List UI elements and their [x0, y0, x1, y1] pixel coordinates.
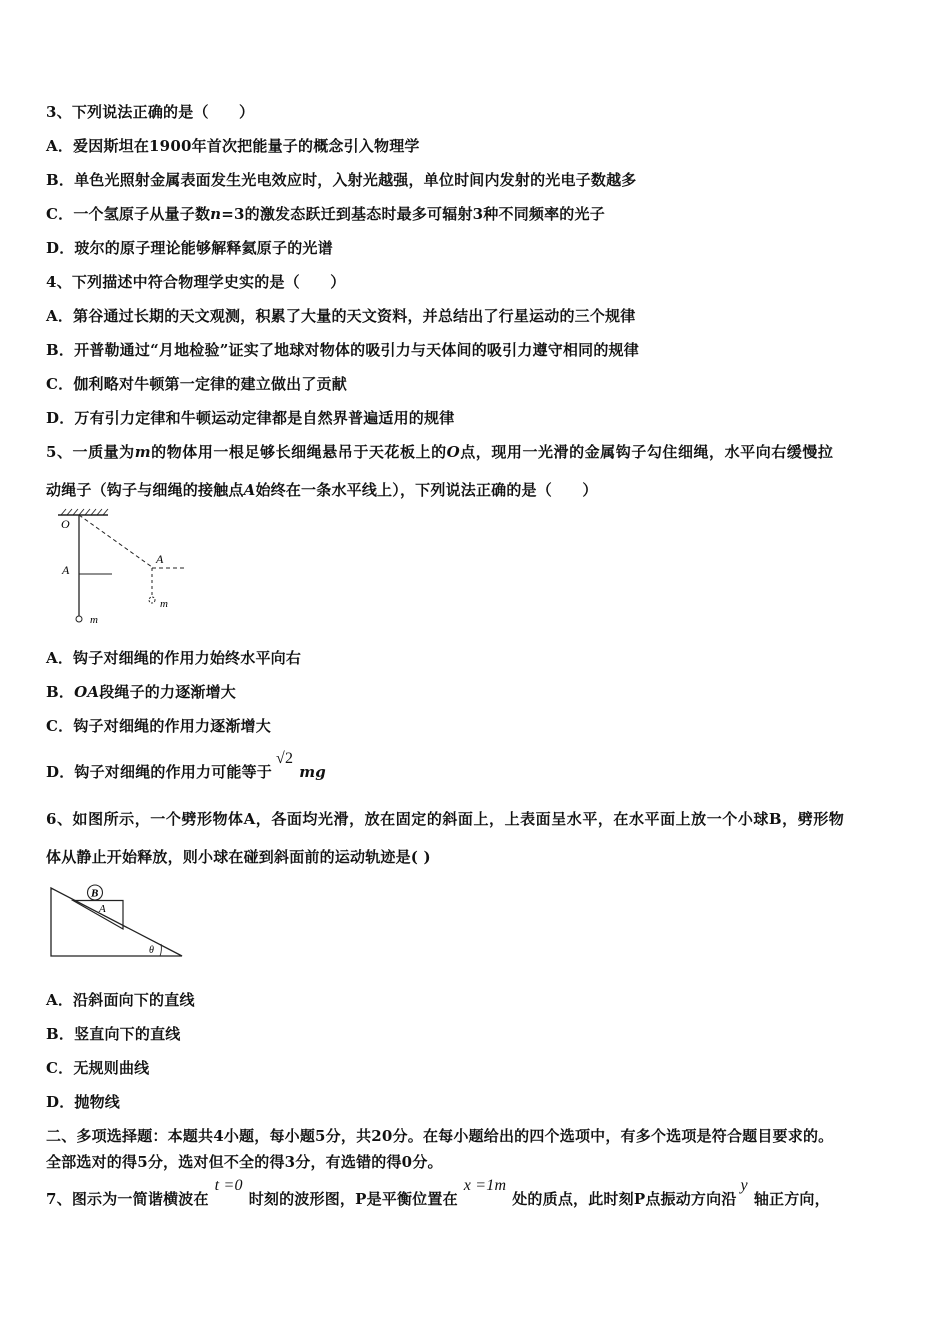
q5-option-d-sqrt: √2: [276, 750, 294, 767]
q6-stem-line2: 体从静止开始释放，则小球在碰到斜面前的运动轨迹是( ): [46, 848, 431, 866]
label-b: B: [91, 887, 99, 900]
q6-option-a: A．沿斜面向下的直线: [46, 991, 195, 1009]
q6-stem-line1: 6、如图所示，一个劈形物体A，各面均光滑，放在固定的斜面上，上表面呈水平，在水平面上放一个小球B，劈形物: [46, 810, 845, 828]
angle-arc: [160, 944, 161, 956]
q3-stem: 3、下列说法正确的是（ ）: [46, 103, 255, 121]
q5-stem-text: 点，现用一光滑的金属钩子勾住细绳，水平向右缓慢拉: [460, 443, 834, 461]
section2-instructions-line2: 全部选对的得5分，选对但不全的得3分，有选错的得0分。: [46, 1153, 443, 1171]
q7-text: 处的质点，此时刻P点振动方向沿: [512, 1190, 737, 1208]
q5-option-d-mg: mg: [299, 763, 326, 781]
q7-text: 7、图示为一简谐横波在: [46, 1190, 209, 1208]
q3-option-d: D．玻尔的原子理论能够解释氦原子的光谱: [46, 239, 333, 257]
q5-stem-a: A: [243, 481, 256, 499]
q5-stem-line1: [46, 442, 833, 462]
q5-option-b-pre: B．: [46, 683, 75, 701]
q5-option-d-pre: D．钩子对细绳的作用力可能等于: [46, 763, 273, 781]
q5-stem-text: 5、一质量为: [46, 443, 135, 461]
label-a-right: A: [156, 552, 164, 566]
q5-stem-text: 始终在一条水平线上），下列说法正确的是（ ）: [255, 481, 598, 499]
label-m-left: m: [90, 614, 98, 626]
q5-option-d: [46, 750, 326, 783]
q7-x-equals: x =1m: [463, 1177, 507, 1194]
q4-option-c: C．伽利略对牛顿第一定律的建立做出了贡献: [46, 375, 347, 393]
q3-option-b: B．单色光照射金属表面发生光电效应时，入射光越强，单位时间内发射的光电子数越多: [46, 171, 637, 189]
q5-option-b-post: 段绳子的力逐渐增大: [99, 683, 237, 701]
incline: [51, 888, 182, 956]
q5-option-b: [46, 682, 236, 702]
q7-stem: [46, 1177, 830, 1210]
q3-option-c-post: =3的激发态跃迁到基态时最多可辐射3种不同频率的光子: [221, 205, 605, 223]
q5-stem-text: 动绳子（钩子与细绳的接触点: [46, 481, 244, 499]
label-theta: θ: [149, 945, 154, 956]
label-o: O: [61, 517, 70, 531]
label-a-left: A: [62, 563, 70, 577]
label-m-right: m: [160, 598, 168, 610]
q6-wedge-figure: [48, 878, 188, 960]
q5-stem-m: m: [134, 443, 152, 461]
q7-text: 轴正方向，: [753, 1190, 830, 1208]
q5-option-a: A．钩子对细绳的作用力始终水平向右: [46, 649, 302, 667]
section2-instructions-line1: 二、多项选择题：本题共4小题，每小题5分，共20分。在每小题给出的四个选项中，有多个选项是符合题目要求的。: [46, 1127, 834, 1145]
q6-option-c: C．无规则曲线: [46, 1059, 150, 1077]
q5-stem-line2: [46, 480, 598, 500]
q7-text: 时刻的波形图，P是平衡位置在: [248, 1190, 458, 1208]
q5-option-b-oa: OA: [74, 683, 100, 701]
q5-rope-hook-figure: [52, 508, 202, 630]
q3-option-c-n: n: [210, 205, 222, 223]
q3-option-a: A．爱因斯坦在1900年首次把能量子的概念引入物理学: [46, 137, 420, 155]
q4-option-a: A．第谷通过长期的天文观测，积累了大量的天文资料，并总结出了行星运动的三个规律: [46, 307, 636, 325]
label-a: A: [99, 903, 106, 915]
q5-option-c: C．钩子对细绳的作用力逐渐增大: [46, 717, 271, 735]
q4-option-b: B．开普勒通过“月地检验”证实了地球对物体的吸引力与天体间的吸引力遵守相同的规律: [46, 341, 639, 359]
q4-stem: 4、下列描述中符合物理学史实的是（ ）: [46, 273, 346, 291]
q5-stem-o: O: [446, 443, 461, 461]
q6-option-d: D．抛物线: [46, 1093, 121, 1111]
q7-t-equals: t =0: [214, 1177, 243, 1194]
q4-option-d: D．万有引力定律和牛顿运动定律都是自然界普遍适用的规律: [46, 409, 455, 427]
q7-y-axis: y: [740, 1177, 748, 1194]
q3-option-c-pre: C．一个氢原子从量子数: [46, 205, 211, 223]
q3-option-c: [46, 204, 605, 224]
mass-right: [149, 597, 155, 603]
q6-option-b: B．竖直向下的直线: [46, 1025, 181, 1043]
mass-left: [76, 616, 82, 622]
rope-dashed-slanted: [79, 515, 152, 567]
wedge-a: [73, 901, 123, 930]
ceiling-hatch: [61, 509, 108, 515]
q5-stem-text: 的物体用一根足够长细绳悬吊于天花板上的: [151, 443, 447, 461]
